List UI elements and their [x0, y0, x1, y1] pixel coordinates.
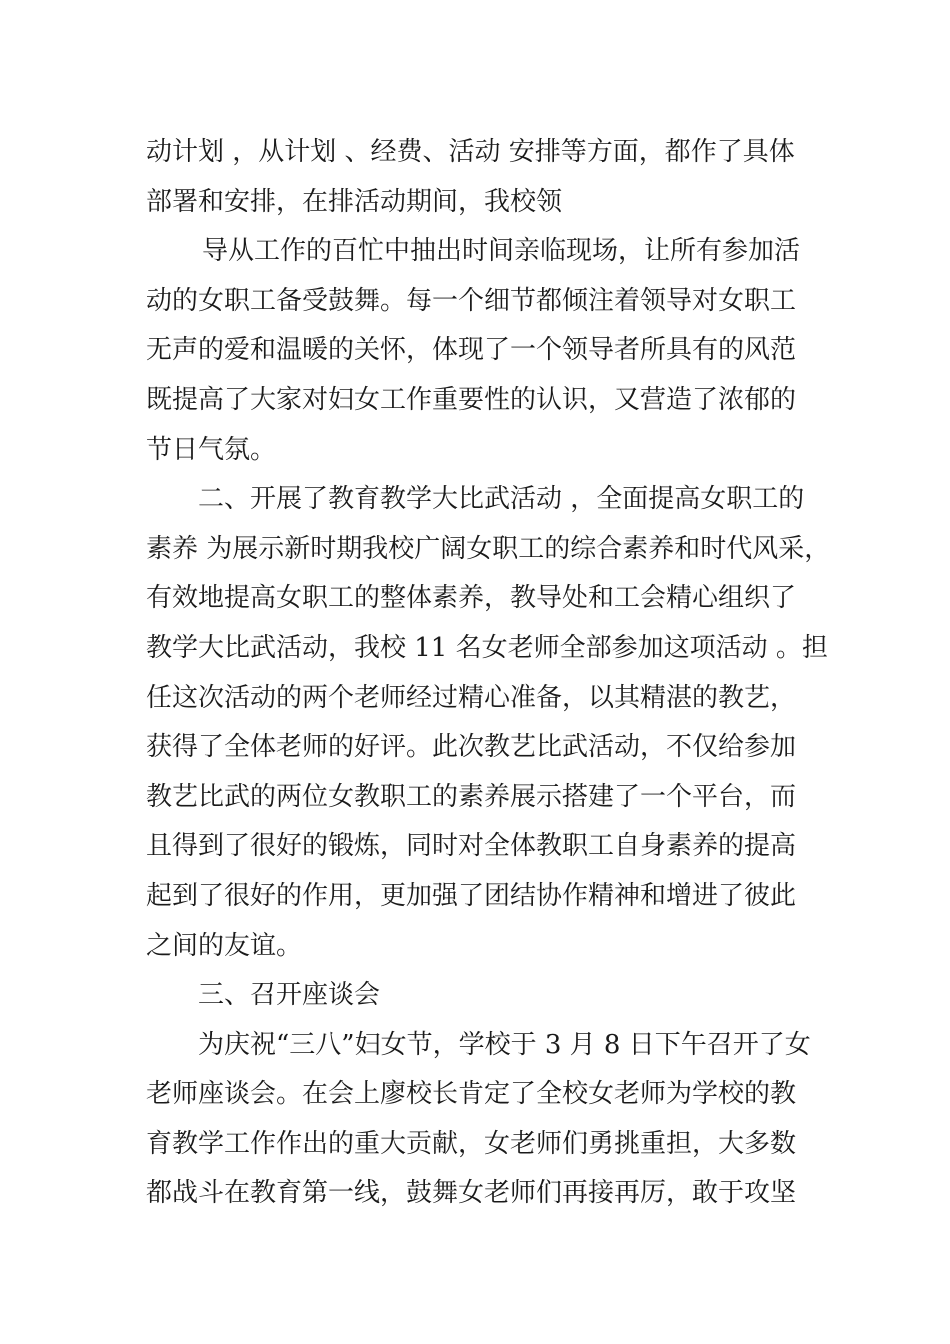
text-line: 素养 为展示新时期我校广阔女职工的综合素养和时代风采， [146, 533, 831, 564]
text-line: 之间的友谊。 [146, 930, 303, 961]
text-line: 起到了很好的作用，更加强了团结协作精神和增进了彼此 [146, 880, 797, 911]
text-line: 获得了全体老师的好评。此次教艺比武活动，不仅给参加 [146, 732, 797, 763]
section-heading-line: 三、召开座谈会 [198, 980, 381, 1011]
text-line: 育教学工作作出的重大贡献，女老师们勇挑重担，大多数 [146, 1128, 797, 1159]
text-line: 动的女职工备受鼓舞。每一个细节都倾注着领导对女职工 [146, 285, 797, 316]
text-line: 且得到了很好的锻炼，同时对全体教职工自身素养的提高 [146, 831, 797, 862]
text-line: 有效地提高女职工的整体素养，教导处和工会精心组织了 [146, 583, 797, 614]
text-line: 任这次活动的两个老师经过精心准备，以其精湛的教艺， [146, 682, 797, 713]
text-line: 节日气氛。 [146, 434, 277, 465]
document-body [146, 128, 831, 1219]
text-line: 教艺比武的两位女教职工的素养展示搭建了一个平台，而 [146, 781, 797, 812]
text-line: 教学大比武活动，我校 11 名女老师全部参加这项活动 。担 [146, 632, 828, 663]
text-line: 老师座谈会。在会上廖校长肯定了全校女老师为学校的教 [146, 1079, 797, 1110]
paragraph-line: 导从工作的百忙中抽出时间亲临现场，让所有参加活 [202, 236, 801, 267]
text-line: 既提高了大家对妇女工作重要性的认识，又营造了浓郁的 [146, 384, 797, 415]
text-line: 都战斗在教育第一线，鼓舞女老师们再接再厉，敢于攻坚 [146, 1178, 797, 1209]
text-line: 部署和安排，在排活动期间，我校领 [146, 186, 563, 217]
text-line: 动计划 ，从计划 、经费、活动 安排等方面，都作了具体 [146, 137, 795, 167]
section-heading-line: 二、开展了教育教学大比武活动 ，全面提高女职工的 [198, 484, 805, 515]
text-line: 无声的爱和温暖的关怀，体现了一个领导者所具有的风范 [146, 335, 797, 366]
paragraph-line: 为庆祝“三八”妇女节，学校于 3 月 8 日下午召开了女 [198, 1029, 811, 1060]
